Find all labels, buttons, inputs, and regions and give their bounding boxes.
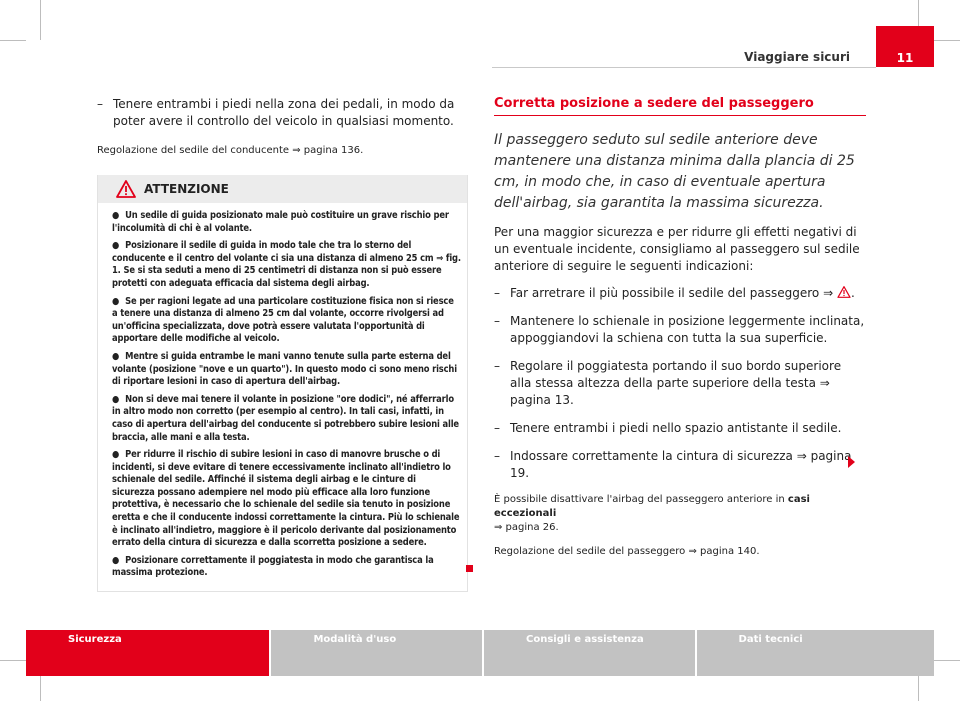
tab-sicurezza[interactable]: Sicurezza [26, 630, 269, 676]
header-divider [492, 67, 876, 68]
warning-item: ● Posizionare il sedile di guida in modo tale che tra lo sterno del conducente e il centro del volante ci sia una distanza di almeno 25 cm ⇒ fig. 1. Se si sta seduti a meno di 25 centimetri di distanza non si può essere protetti con adeguata efficacia dal sistema degli airbag. [112, 240, 461, 289]
body-paragraph: Per una maggior sicurezza e per ridurre gli effetti negativi di un eventuale incidente, consigliamo al passeggero sul sedile anteriore di seguire le seguenti indicazioni: [494, 225, 860, 273]
list-item: – Regolare il poggiatesta portando il suo bordo superiore alla stessa altezza della parte superiore della testa ⇒ pagina 13. [494, 359, 842, 407]
cross-reference: Regolazione del sedile del conducente ⇒ pagina 136. [97, 145, 364, 156]
tab-consigli-assistenza[interactable]: Consigli e assistenza [484, 630, 695, 676]
section-title: Corretta posizione a sedere del passeggero [494, 96, 866, 116]
warning-item: ● Per ridurre il rischio di subire lesioni in caso di manovre brusche o di incidenti, si deve evitare di tenere eccessivamente inclinato all'indietro lo schienale del sedile. Affinché il sistema degli airbag e le cinture di sicurezza possano adempiere nel modo più efficace alla loro funzione protettiva, è necessario che lo schienale del sedile sia tenuto in posizione eretta e che il conducente indossi correttamente la cintura. Più lo schienale è inclinato all'indietro, maggiore è il pericolo derivante dal posizionamento errato della cintura di sicurezza e dalla scorretta posizione a sedere. [112, 449, 460, 549]
crop-mark [0, 660, 26, 661]
warning-header [98, 175, 467, 203]
list-item: – Far arretrare il più possibile il sedile del passeggero ⇒ . [494, 286, 855, 300]
running-header: Viaggiare sicuri [744, 50, 850, 64]
warning-triangle-icon [116, 180, 136, 198]
tab-modalita-duso[interactable]: Modalità d'uso [271, 630, 482, 676]
crop-mark [0, 40, 26, 41]
crop-mark [40, 676, 41, 701]
list-item: – Indossare correttamente la cintura di sicurezza ⇒ pagina 19. [494, 449, 852, 480]
warning-title: ATTENZIONE [144, 182, 229, 196]
note-text: È possibile disattivare l'airbag del passeggero anteriore in casi eccezionali ⇒ pagina 26. [494, 494, 810, 533]
warning-body [98, 203, 467, 591]
crop-mark [40, 0, 41, 40]
page-link[interactable]: ⇒ pagina 26. [494, 522, 559, 533]
list-item: – Tenere entrambi i piedi nello spazio antistante il sedile. [494, 421, 842, 435]
warning-triangle-icon[interactable] [837, 286, 851, 298]
warning-item: ● Se per ragioni legate ad una particolare costituzione fisica non si riesce a tenere una distanza di almeno 25 cm dal volante, occorre rivolgersi ad un'officina specializzata, dove potrà essere valutata l'opportunità di apportare delle modifiche al veicolo. [112, 295, 454, 345]
warning-item: ● Mentre si guida entrambe le mani vanno tenute sulla parte esterna del volante (posizione "nove e un quarto"). In questo modo ci sono meno rischi di riportare lesioni in caso di apertura dell'airbag. [112, 350, 457, 388]
continue-arrow-icon [848, 456, 855, 468]
warning-box [97, 175, 468, 592]
crop-mark [934, 40, 960, 41]
list-item: – Tenere entrambi i piedi nella zona dei pedali, in modo da poter avere il controllo del veicolo in qualsiasi momento. [97, 97, 455, 128]
chapter-tabs [26, 630, 934, 676]
right-column [494, 96, 866, 559]
section-end-mark [466, 565, 473, 572]
warning-item: ● Posizionare correttamente il poggiatesta in modo che garantisca la massima protezione. [112, 554, 434, 579]
crop-mark [918, 676, 919, 701]
intro-text: Il passeggero seduto sul sedile anteriore deve mantenere una distanza minima dalla plancia di 25 cm, in modo che, in caso di eventuale apertura dell'airbag, sia garantita la massima sicurezza. [494, 132, 855, 211]
cross-reference: Regolazione del sedile del passeggero ⇒ pagina 140. [494, 546, 760, 557]
tab-dati-tecnici[interactable]: Dati tecnici [697, 630, 934, 676]
crop-mark [934, 660, 960, 661]
page-number: 11 [876, 26, 934, 67]
list-item: – Mantenere lo schienale in posizione leggermente inclinata, appoggiandovi la schiena con tutta la sua superficie. [494, 314, 865, 345]
page-link[interactable]: ⇒ pagina 136. [292, 145, 364, 156]
warning-item: ● Non si deve mai tenere il volante in posizione "ore dodici", né afferrarlo in altro modo non corretto (per esempio al centro). In tali casi, infatti, in caso di apertura dell'airbag del conducente si potrebbero subire lesioni alle braccia, alle mani e alla testa. [112, 393, 459, 443]
left-column [97, 96, 469, 592]
page-link[interactable]: ⇒ pagina 140. [688, 546, 760, 557]
warning-item: ● Un sedile di guida posizionato male può costituire un grave rischio per l'incolumità di chi è al volante. [112, 210, 449, 234]
